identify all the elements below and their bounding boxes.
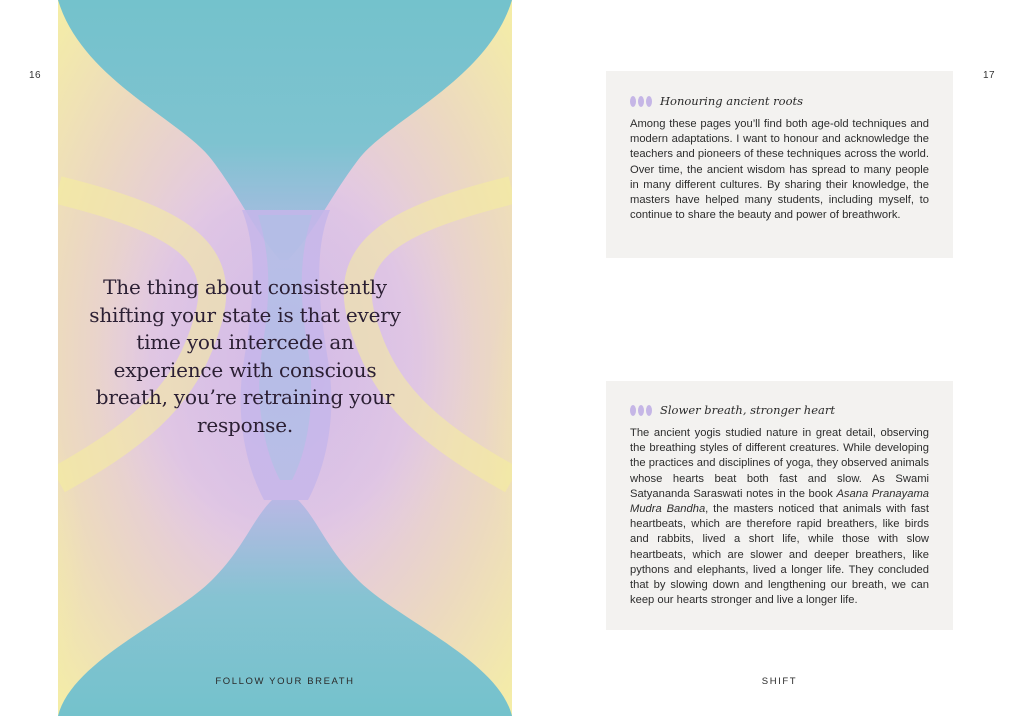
running-head-right: SHIFT [761,676,798,687]
sidebar-card-slower-breath [606,381,953,630]
sidebar-card-honouring-roots [606,71,953,258]
card-heading [630,93,929,109]
pull-quote: The thing about consistently shifting your state is that every time you intercede an experience with conscious breath, you’re retraining your response. [89,275,401,437]
three-petal-icon [630,96,654,107]
petal-icon [630,96,636,107]
card-body [630,426,929,608]
card-heading [630,402,929,418]
card-body: Among these pages you’ll find both age-old techniques and modern adaptations. I want to honour and acknowledge the teachers and pioneers of these techniques across the world. Over time, the ancient wisdom has spread to many people in many different cultures. By sharing their knowledge, the masters have helped many students, including myself, to continue to share the beauty and power of breathwork. [630,118,929,222]
petal-icon [630,405,636,416]
page-number-right: 17 [983,70,996,81]
petal-icon [646,96,652,107]
book-title: Asana Pranayama Mudra Bandha [630,487,930,516]
card-body-text: , the masters noticed that animals with fast heartbeats, which are therefore rapid breathers, like birds and rabbits, lived a short life, while those with slow heartbeats, which are slower and deeper breathers, like pythons and elephants, lived a longer life. They concluded that by slowing down and lengthening our breath, we can keep our hearts stronger and live a longer life. [630,503,929,607]
three-petal-icon [630,405,654,416]
card-body-text: The ancient yogis studied nature in great detail, observing the breathing styles of different creatures. While developing the practices and disciplines of yoga, they observed animals whose hearts beat both fast and slow. As Swami Satyananda Saraswati notes in the book [630,427,929,500]
page-number-left: 16 [29,70,42,81]
card-title: Slower breath, stronger heart [660,403,835,417]
petal-icon [638,96,644,107]
petal-icon [638,405,644,416]
card-title: Honouring ancient roots [660,94,804,108]
running-head-left: FOLLOW YOUR BREATH [215,676,355,687]
petal-icon [646,405,652,416]
